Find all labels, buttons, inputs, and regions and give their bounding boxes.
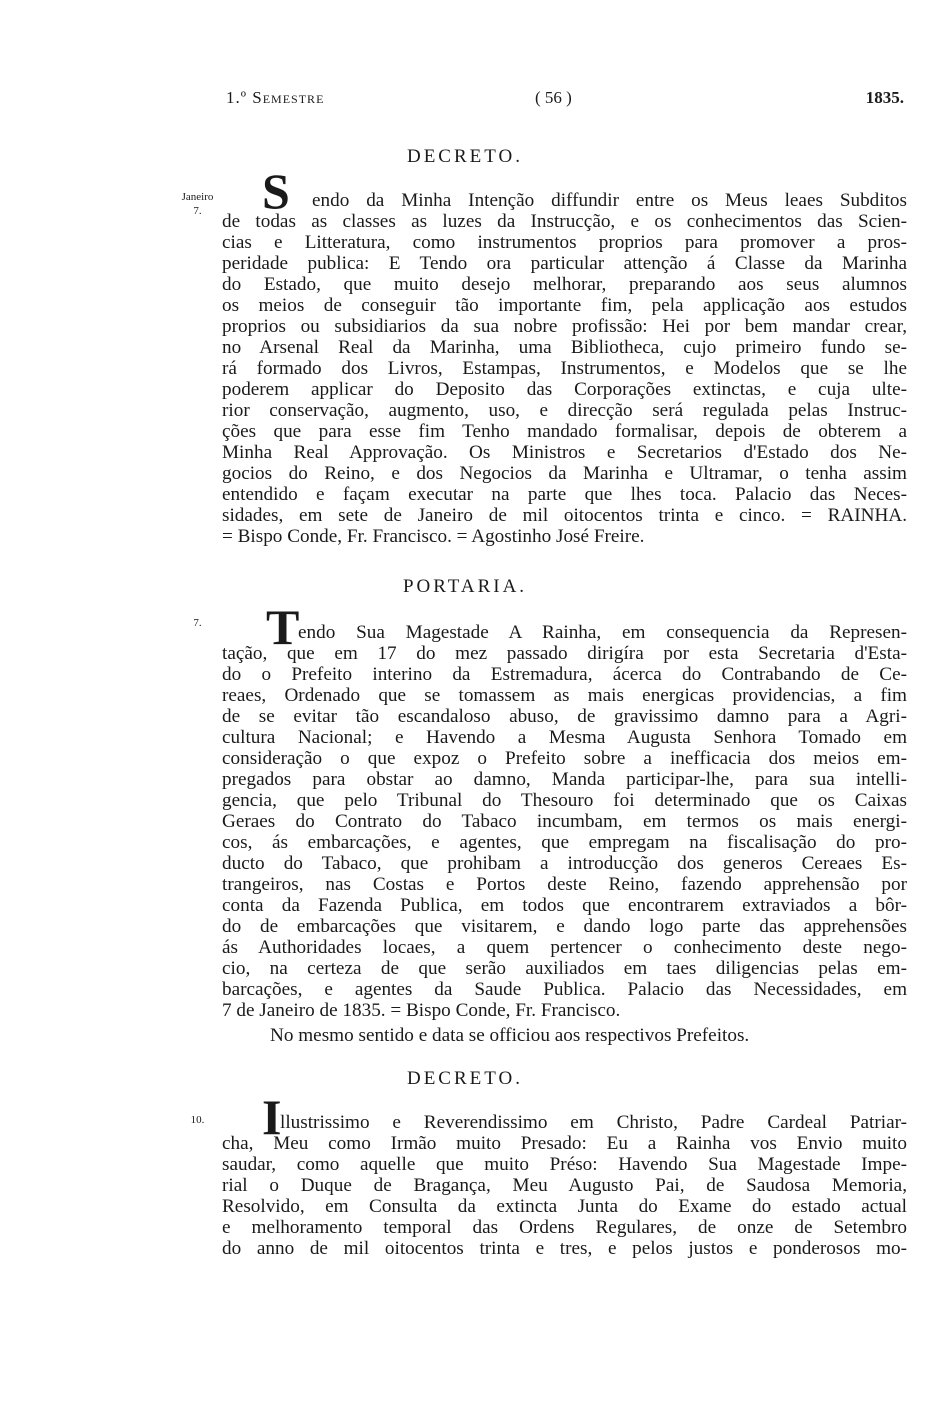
text-line: gencia, que pelo Tribunal do Thesouro foi determinado que os Caixas bbox=[222, 790, 907, 811]
text-line: de todas as classes as luzes da Instrucção, e os conhecimentos das Scien- bbox=[222, 211, 907, 232]
drop-cap-t: T bbox=[266, 599, 300, 655]
margin-day: 7. bbox=[193, 205, 202, 217]
text-line: os meios de conseguir tão importante fim, pela applicação aos estudos bbox=[222, 295, 907, 316]
text-line: conta da Fazenda Publica, em todos que encontrarem extraviados a bôr- bbox=[222, 895, 907, 916]
margin-day: 10. bbox=[190, 1114, 205, 1126]
decree-heading-2: DECRETO. bbox=[406, 1068, 523, 1089]
semester-label: 1.º Semestre bbox=[226, 88, 325, 107]
text-line: Geraes do Contrato do Tabaco incumbam, em termos os mais energi- bbox=[222, 811, 907, 832]
text-line: poderem applicar do Deposito das Corporações extinctas, e cuja ulte- bbox=[222, 379, 907, 400]
text-line: trangeiros, nas Costas e Portos deste Reino, fazendo apprehensão por bbox=[222, 874, 907, 895]
text-line: ás Authoridades locaes, a quem pertencer o conhecimento deste nego- bbox=[222, 937, 907, 958]
text-line: entendido e façam executar na parte que lhes toca. Palacio das Neces- bbox=[222, 484, 907, 505]
margin-date-10 bbox=[170, 1113, 225, 1127]
text-line: gocios do Reino, e dos Negocios da Marinha e Ultramar, o tenha assim bbox=[222, 463, 907, 484]
text-line: Resolvido, em Consulta da extincta Junta do Exame do estado actual bbox=[222, 1196, 907, 1217]
text-line: rial o Duque de Bragança, Meu Augusto Pai, de Saudosa Memoria, bbox=[222, 1175, 907, 1196]
portaria-note: No mesmo sentido e data se officiou aos respectivos Prefeitos. bbox=[270, 1025, 750, 1046]
text-line: ções que para esse fim Tenho mandado formalisar, depois de obterem a bbox=[222, 421, 907, 442]
text-line: proprios ou subsidiarios da sua nobre profissão: Hei por bem mandar crear, bbox=[222, 316, 907, 337]
text-line: de se evitar tão escandaloso abuso, de gravissimo damno para a Agri- bbox=[222, 706, 907, 727]
page-number: ( 56 ) bbox=[535, 88, 572, 107]
text-line: do anno de mil oitocentos trinta e tres, e pelos justos e ponderosos mo- bbox=[222, 1238, 907, 1259]
text-line: consideração o que expoz o Prefeito sobre a inefficacia dos meios em- bbox=[222, 748, 907, 769]
text-line: cha, Meu como Irmão muito Presado: Eu a Rainha vos Envio muito bbox=[222, 1133, 907, 1154]
text-line: ducto do Tabaco, que prohibam a introducção dos generos Cereaes Es- bbox=[222, 853, 907, 874]
text-line: peridade publica: E Tendo ora particular attenção á Classe da Marinha bbox=[222, 253, 907, 274]
text-line: = Bispo Conde, Fr. Francisco. = Agostinho José Freire. bbox=[222, 526, 645, 547]
text-line: cias e Litteratura, como instrumentos proprios para promover a pros- bbox=[222, 232, 907, 253]
text-line: Minha Real Approvação. Os Ministros e Secretarios d'Estado dos Ne- bbox=[222, 442, 907, 463]
text-line: llustrissimo e Reverendissimo em Christo, Padre Cardeal Patriar- bbox=[280, 1112, 907, 1133]
drop-cap-s: S bbox=[262, 163, 290, 219]
year-label: 1835. bbox=[865, 88, 904, 107]
running-header bbox=[0, 88, 930, 112]
margin-day: 7. bbox=[193, 617, 202, 629]
text-line: endo da Minha Intenção diffundir entre os Meus leaes Subditos bbox=[312, 190, 907, 211]
margin-month: Janeiro bbox=[181, 191, 214, 203]
text-line: reaes, Ordenado que se tomassem as mais energicas providencias, a fim bbox=[222, 685, 907, 706]
text-line: sidades, em sete de Janeiro de mil oitocentos trinta e cinco. = RAINHA. bbox=[222, 505, 907, 526]
decree-heading-1: DECRETO. bbox=[406, 146, 523, 167]
decree-2-body bbox=[222, 1112, 907, 1259]
text-line: no Arsenal Real da Marinha, uma Bibliotheca, cujo primeiro fundo se- bbox=[222, 337, 907, 358]
portaria-body bbox=[222, 622, 907, 1021]
text-line: cultura Nacional; e Havendo a Mesma Augusta Senhora Tomado em bbox=[222, 727, 907, 748]
decree-1-body bbox=[222, 190, 907, 547]
text-line: do Estado, que muito desejo melhorar, preparando aos seus alumnos bbox=[222, 274, 907, 295]
text-line: do de embarcações que visitarem, e dando logo parte das apprehensões bbox=[222, 916, 907, 937]
drop-cap-i: I bbox=[262, 1089, 282, 1145]
text-line: tação, que em 17 do mez passado dirigíra por esta Secretaria d'Esta- bbox=[222, 643, 907, 664]
margin-date-7 bbox=[170, 616, 225, 630]
text-line: rior conservação, augmento, uso, e direcção será regulada pelas Instruc- bbox=[222, 400, 907, 421]
text-line: cos, ás embarcações, e agentes, que empregam na fiscalisação do pro- bbox=[222, 832, 907, 853]
margin-date-january-7 bbox=[170, 190, 225, 218]
text-line: saudar, como aquelle que muito Préso: Havendo Sua Magestade Impe- bbox=[222, 1154, 907, 1175]
text-line: pregados para obstar ao damno, Manda participar-lhe, para sua intelli- bbox=[222, 769, 907, 790]
text-line: barcações, e agentes da Saude Publica. Palacio das Necessidades, em bbox=[222, 979, 907, 1000]
text-line: cio, na certeza de que serão auxiliados em taes diligencias pelas em- bbox=[222, 958, 907, 979]
text-line: rá formado dos Livros, Estampas, Instrumentos, e Modelos que se lhe bbox=[222, 358, 907, 379]
portaria-heading: PORTARIA. bbox=[402, 576, 528, 597]
text-line: e melhoramento temporal das Ordens Regulares, de onze de Setembro bbox=[222, 1217, 907, 1238]
text-line: do o Prefeito interino da Estremadura, ácerca do Contrabando de Ce- bbox=[222, 664, 907, 685]
text-line: 7 de Janeiro de 1835. = Bispo Conde, Fr. Francisco. bbox=[222, 1000, 621, 1021]
text-line: endo Sua Magestade A Rainha, em consequencia da Represen- bbox=[298, 622, 907, 643]
